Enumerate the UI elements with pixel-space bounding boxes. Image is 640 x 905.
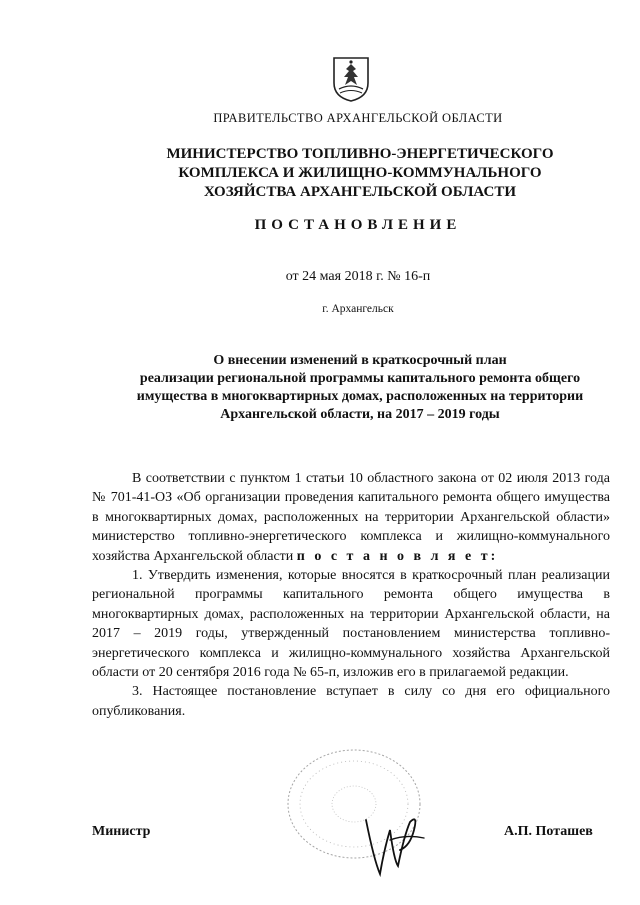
handwritten-signature [360, 800, 428, 878]
subject-line: имущества в многоквартирных домах, расположенных на территории [136, 389, 584, 404]
document-type: ПОСТАНОВЛЕНИЕ [254, 217, 462, 233]
date-number: от 24 мая 2018 г. № 16-п [285, 269, 431, 284]
coat-of-arms-icon [331, 55, 371, 103]
subject-line: О внесении изменений в краткосрочный план [213, 353, 507, 368]
document-subject [100, 352, 620, 424]
ministry-line: КОМПЛЕКСА И ЖИЛИЩНО-КОММУНАЛЬНОГО [178, 165, 542, 181]
ministry-line: ХОЗЯЙСТВА АРХАНГЕЛЬСКОЙ ОБЛАСТИ [203, 184, 517, 200]
government-name: ПРАВИТЕЛЬСТВО АРХАНГЕЛЬСКОЙ ОБЛАСТИ [213, 111, 503, 125]
city: г. Архангельск [322, 303, 394, 315]
ministry-line: МИНИСТЕРСТВО ТОПЛИВНО-ЭНЕРГЕТИЧЕСКОГО [166, 146, 554, 162]
ministry-name [100, 145, 620, 202]
resolves-keyword: п о с т а н о в л я е т: [296, 548, 499, 564]
item-3: 3. Настоящее постановление вступает в силу со дня его официального опубликования. [92, 684, 610, 719]
preamble-text: В соответствии с пунктом 1 статьи 10 областного закона от 02 июля 2013 года № 701-41-ОЗ «Об организации проведения капитального ремонта общего имущества в многоквартирных домах, расположенных на территории Архангельской области» министерство топливно-энергетического комплекса и жилищно-коммунального хозяйства Архангельской области [92, 471, 610, 564]
signatory-position: Министр [92, 824, 151, 839]
preamble-paragraph [92, 469, 610, 566]
signatory-name: А.П. Поташев [504, 824, 593, 839]
subject-line: Архангельской области, на 2017 – 2019 годы [220, 407, 500, 422]
item-1: 1. Утвердить изменения, которые вносятся в краткосрочный план реализации региональной программы капитального ремонта общего имущества в многоквартирных домах, расположенных на территории Архангельской области, на 2017 – 2019 годы, утвержденный постановлением министерства топливно-энергетического комплекса и жилищно-коммунального хозяйства Архангельской области от 20 сентября 2016 года № 65-п, изложив его в прилагаемой редакции. [92, 568, 610, 681]
subject-line: реализации региональной программы капитального ремонта общего [139, 371, 581, 386]
document-body [92, 469, 610, 721]
